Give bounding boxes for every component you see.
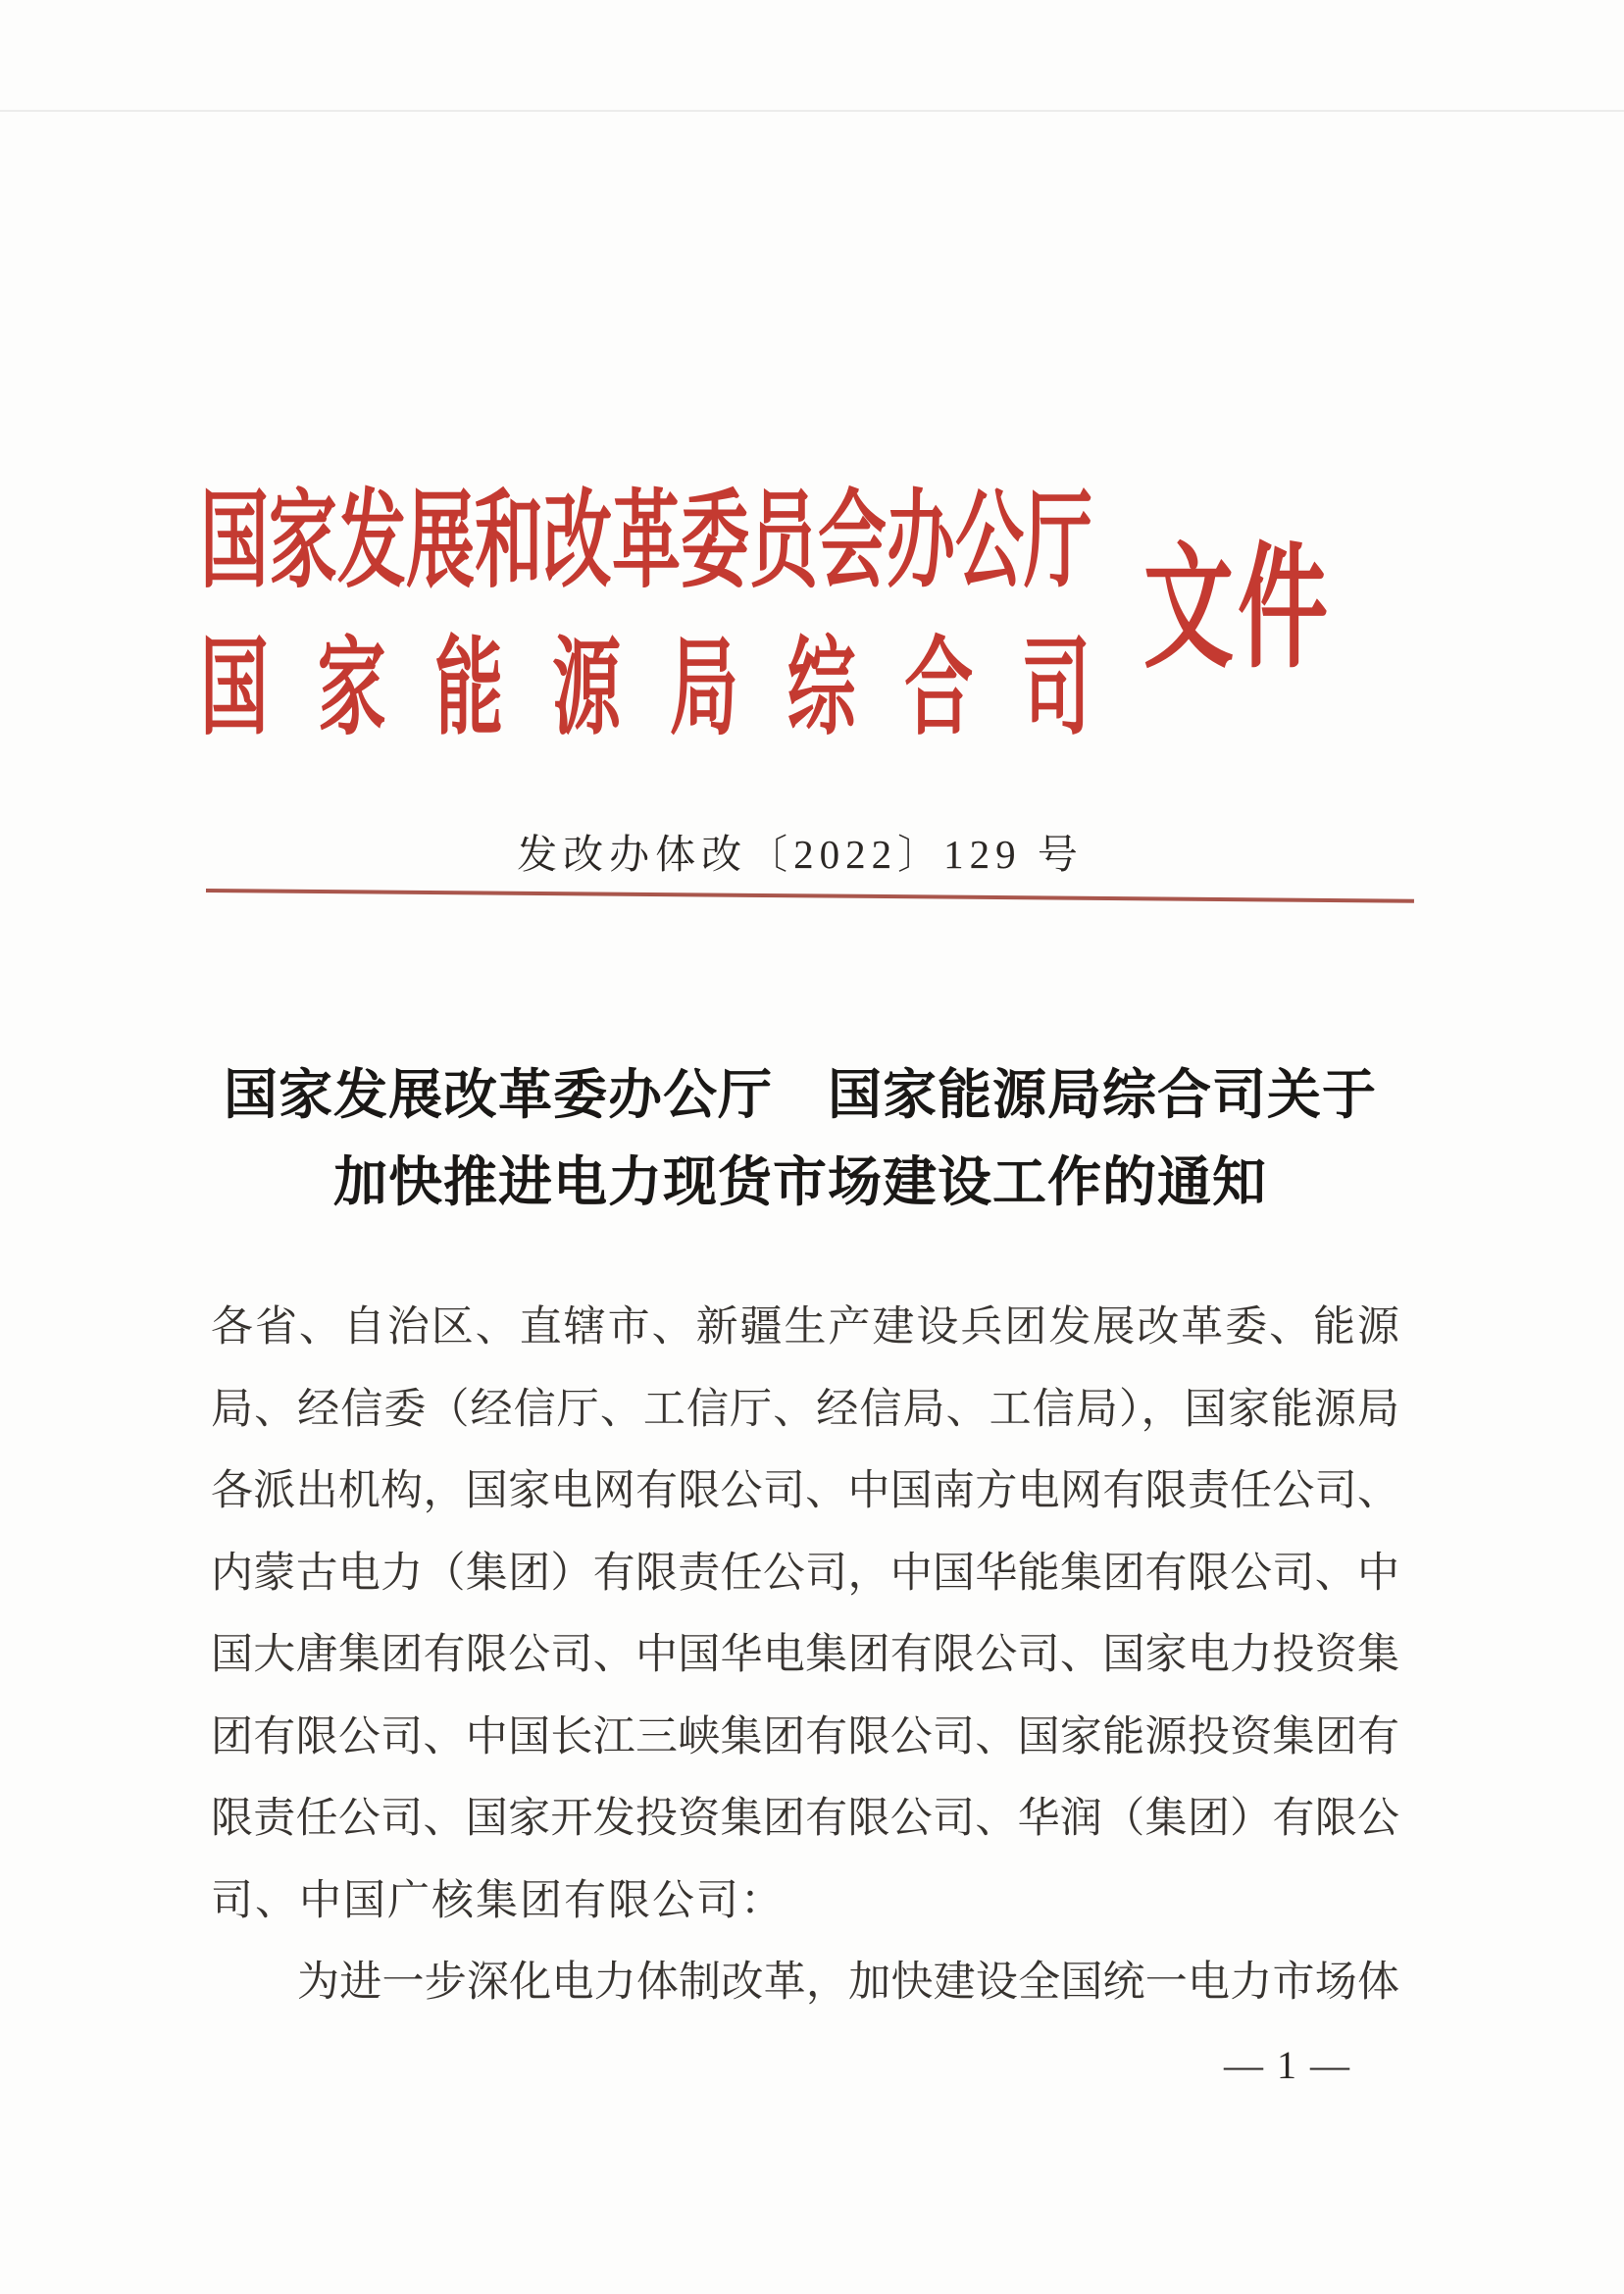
body-line: 限责任公司、国家开发投资集团有限公司、华润（集团）有限公 — [211, 1796, 1399, 1842]
document-title-line2: 加快推进电力现货市场建设工作的通知 — [332, 1152, 1267, 1212]
document-number: 发改办体改〔2022〕129 号 — [517, 832, 1084, 877]
document-title — [200, 1051, 1400, 1226]
body-line: 国大唐集团有限公司、中国华电集团有限公司、国家电力投资集 — [211, 1632, 1399, 1678]
body-line: 局、经信委（经信厅、工信厅、经信局、工信局），国家能源局 — [211, 1386, 1399, 1433]
scan-artifact-line — [0, 110, 1624, 112]
body-line: 司、中国广核集团有限公司： — [211, 1877, 785, 1924]
document-body — [211, 1287, 1399, 2024]
body-line: 内蒙古电力（集团）有限责任公司，中国华能集团有限公司、中 — [211, 1550, 1399, 1597]
page-number: — 1 — — [1224, 2043, 1351, 2087]
body-line: 各派出机构，国家电网有限公司、中国南方电网有限责任公司、 — [211, 1468, 1399, 1514]
body-line: 团有限公司、中国长江三峡集团有限公司、国家能源投资集团有 — [211, 1713, 1399, 1760]
red-divider-line — [206, 889, 1414, 903]
letterhead-org-line1: 国家发展和改革委员会办公厅 — [200, 484, 1092, 602]
letterhead-document-label: 文件 — [1143, 534, 1333, 685]
document-title-line1: 国家发展改革委办公厅 国家能源局综合司关于 — [223, 1065, 1377, 1125]
body-line: 为进一步深化电力体制改革，加快建设全国统一电力市场体 — [297, 1960, 1399, 2006]
body-line: 各省、自治区、直辖市、新疆生产建设兵团发展改革委、能源 — [211, 1304, 1399, 1351]
letterhead-org-line2: 国家能源局综合司 — [200, 631, 1091, 749]
